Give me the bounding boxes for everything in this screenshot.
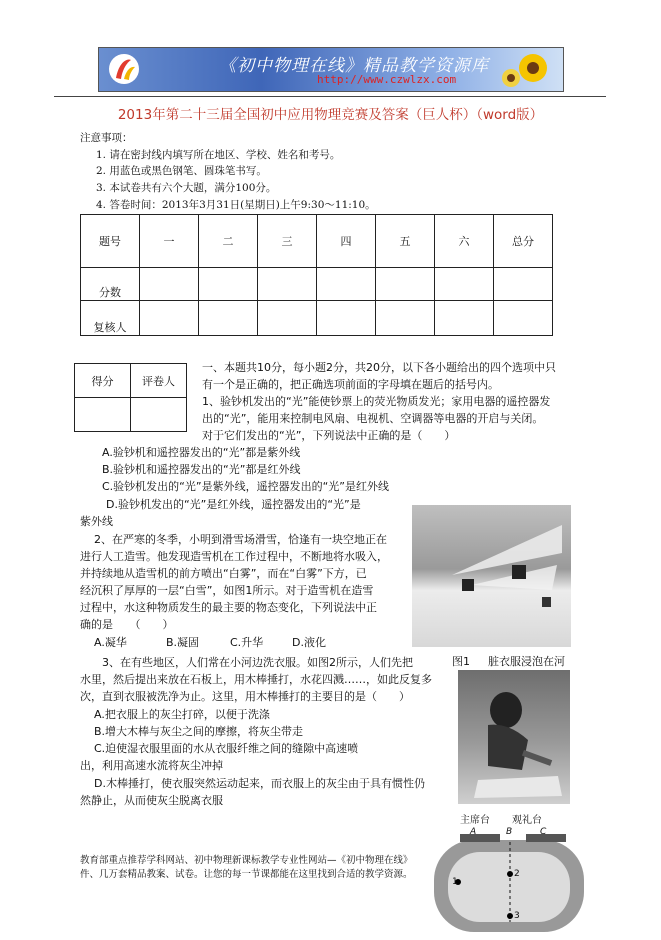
footer-line: 件、几万套精品教案、试卷。让您的每一节课都能在这里找到合适的教学资源。 [80,869,413,880]
site-logo-icon [107,52,141,86]
table-header-cell: 五 [376,215,435,268]
question-text: 3、在有些地区，人们常在小河边洗衣服。如图2所示，人们先把 [102,656,413,669]
question-text: 次，直到衣服被洗净为止。这里，用木棒捶打的主要目的是（ ） [80,690,410,703]
table-row [75,364,187,398]
reviewer-cell [376,301,435,336]
row-label-reviewer: 复核人 [81,301,140,336]
reviewer-cell [199,301,258,336]
grading-cell [131,398,187,432]
reviewer-cell [317,301,376,336]
page-footer [80,854,434,882]
question-text: 并持续地从造雪机的前方喷出“白雾”，而在“白雾”下方，已 [80,567,367,580]
option-text: B.凝固 [166,636,200,649]
table-header-cell: 二 [199,215,258,268]
sunflower-icon [497,50,557,90]
option-text: A.把衣服上的灰尘打碎，以便于洗涤 [94,708,270,721]
option-text: D.木棒捶打，使衣服突然运动起来，而衣服上的灰尘由于具有惯性仍 [94,777,425,790]
section-intro: 有一个是正确的，把正确选项前面的字母填在题后的括号内。 [202,378,499,391]
track-diagram [430,812,590,936]
score-cell [258,268,317,301]
figure-1-caption: 图1 [452,655,470,668]
option-text: A.验钞机和遥控器发出的“光”都是紫外线 [102,446,301,459]
option-text: 出，利用高速水流将灰尘冲掉 [80,759,223,772]
reviewer-cell [435,301,494,336]
table-row [81,268,553,301]
option-text: A.凝华 [94,636,127,649]
diagram-number: 2 [514,869,520,879]
notice-item: 4. 答卷时间：2013年3月31日(星期日)上午9:30～11:10。 [96,199,376,211]
table-row [75,398,187,432]
section-intro: 一、本题共10分，每小题2分，共20分，以下各小题给出的四个选项中只 [202,361,556,374]
question-text: 对于它们发出的“光”，下列说法中正确的是（ ） [202,429,456,442]
table-header-cell: 三 [258,215,317,268]
score-cell [494,268,553,301]
table-header-cell: 题号 [81,215,140,268]
option-text: D.液化 [292,636,326,649]
row-label-score: 分数 [81,268,140,301]
diagram-label-main: 主席台 [460,815,490,826]
figure-1-image [412,505,571,647]
option-text: 然静止，从而使灰尘脱离衣服 [80,794,223,807]
notice-item: 1. 请在密封线内填写所在地区、学校、姓名和考号。 [96,149,341,161]
snow-machine-icon [412,505,571,647]
reviewer-cell [494,301,553,336]
grading-score-label: 得分 [75,364,131,398]
grading-cell [75,398,131,432]
banner-brand: 《初中物理在线》精品教学资源库 [219,56,489,76]
score-cell [435,268,494,301]
question-text: 出的“光”，能用来控制电风扇、电视机、空调器等电器的开启与关闭。 [202,412,544,425]
diagram-number: 3 [514,911,520,921]
document-title: 2013年第二十三届全国初中应用物理竞赛及答案（巨人杯）（word版） [117,107,544,123]
table-row [81,301,553,336]
option-text: B.增大木棒与灰尘之间的摩擦，将灰尘带走 [94,725,304,738]
table-row [81,215,553,268]
table-header-cell: 总分 [494,215,553,268]
header-rule [54,96,606,97]
notice-item: 2. 用蓝色或黑色钢笔、圆珠笔书写。 [96,165,267,177]
table-header-cell: 四 [317,215,376,268]
notice-item: 3. 本试卷共有六个大题，满分100分。 [96,182,277,194]
score-cell [140,268,199,301]
grading-grader-label: 评卷人 [131,364,187,398]
question-text: 水里，然后提出来放在石板上，用木棒捶打，水花四溅……，如此反复多 [80,673,432,686]
score-table [80,214,553,336]
score-cell [317,268,376,301]
question-text: 1、验钞机发出的“光”能使钞票上的荧光物质发光；家用电器的遥控器发 [202,395,551,408]
notice-heading: 注意事项： [80,132,133,144]
table-header-cell: 一 [140,215,199,268]
option-text: B.验钞机和遥控器发出的“光”都是红外线 [102,463,301,476]
washing-person-icon [458,670,570,804]
reviewer-cell [140,301,199,336]
table-header-cell: 六 [435,215,494,268]
diagram-number: 1 [452,877,458,887]
banner-url[interactable]: http://www.czwlzx.com [317,73,457,86]
diagram-letter: C [540,827,547,837]
question-text: 过程中，水这种物质发生的最主要的物态变化，下列说法中正 [80,601,377,614]
score-cell [376,268,435,301]
reviewer-cell [258,301,317,336]
figure-2-caption: 脏衣服浸泡在河 [488,655,565,668]
diagram-letter: B [506,827,513,837]
question-text: 经沉积了厚厚的一层“白雪”，如图1所示。对于造雪机在造雪 [80,584,374,597]
figure-2-image [458,670,570,804]
diagram-label-view: 观礼台 [512,815,542,826]
question-text: 确的是 （ ） [80,618,174,631]
grading-table [74,363,187,432]
option-text: C.迫使湿衣服里面的水从衣服纤维之间的缝隙中高速喷 [94,742,359,755]
footer-line: 教育部重点推荐学科网站、初中物理新课标教学专业性网站—《初中物理在线》 [80,855,413,866]
diagram-letter: A [470,827,477,837]
option-text: 紫外线 [80,515,113,528]
option-text: C.验钞机发出的“光”是紫外线，遥控器发出的“光”是红外线 [102,480,389,493]
option-text: C.升华 [230,636,264,649]
score-cell [199,268,258,301]
question-text: 进行人工造雪。他发现造雪机在工作过程中，不断地将水吸入， [80,550,388,563]
site-banner [98,47,564,92]
question-text: 2、在严寒的冬季，小明到滑雪场滑雪，恰逢有一块空地正在 [94,533,387,546]
option-text: D.验钞机发出的“光”是红外线，遥控器发出的“光”是 [106,498,361,511]
